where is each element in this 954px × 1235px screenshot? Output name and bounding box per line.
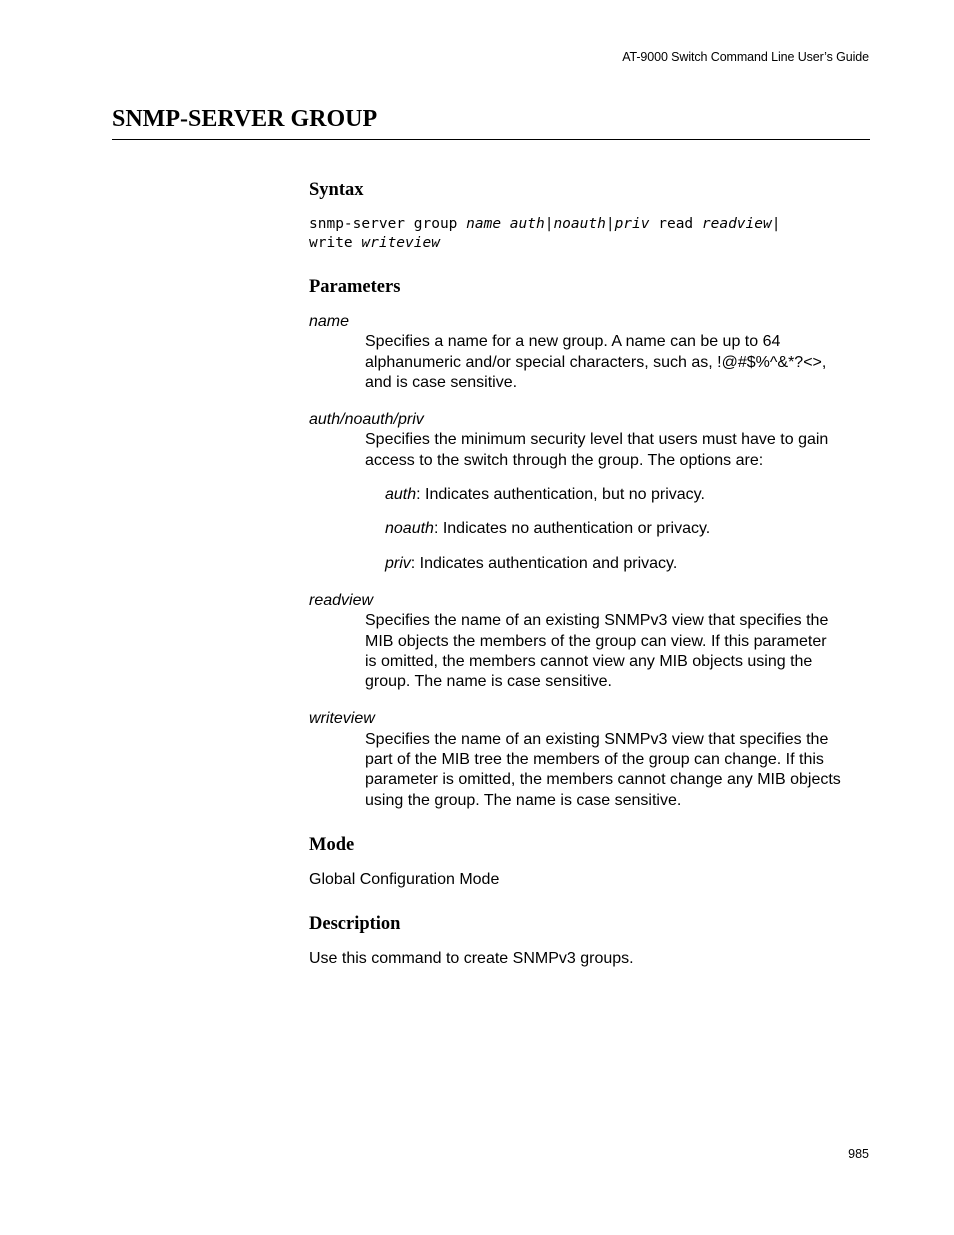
param-writeview-description [365, 730, 874, 811]
param-writeview-desc-line: Specifies the name of an existing SNMPv3 view that specifies the [365, 730, 829, 748]
option-text: : Indicates no authentication or privacy. [433, 520, 711, 538]
param-name-description [365, 332, 874, 393]
syntax-arg-noauth: noauth [553, 216, 606, 232]
param-readview-desc-line: MIB objects the members of the group can view. If this parameter [365, 632, 827, 650]
syntax-arg-writeview: writeview [361, 235, 440, 251]
syntax-line-2 [309, 234, 874, 253]
syntax-arg-readview: readview [701, 216, 772, 232]
option-term: priv [385, 554, 411, 572]
param-readview-desc-line: group. The name is case sensitive. [365, 673, 612, 691]
page-number: 985 [848, 1147, 869, 1161]
param-name-desc-line: and is case sensitive. [365, 373, 518, 391]
param-auth-desc-line: Specifies the minimum security level that users must have to gain [365, 431, 829, 449]
syntax-cmd-write: write [309, 235, 362, 251]
param-name-label: name [309, 313, 350, 330]
param-name [309, 312, 874, 393]
param-auth-label: auth/noauth/priv [309, 411, 424, 429]
title-rule [112, 139, 870, 140]
syntax-heading: Syntax [309, 180, 364, 200]
param-name-desc-line: alphanumeric and/or special characters, such as, !@#$%^&*?<>, [365, 353, 827, 371]
param-writeview [309, 709, 874, 810]
page-title: SNMP-SERVER GROUP [112, 106, 378, 132]
param-writeview-label: writeview [309, 710, 375, 728]
param-readview [309, 591, 874, 692]
parameters-heading: Parameters [309, 277, 401, 297]
option-priv [385, 554, 874, 574]
param-auth [309, 410, 874, 574]
mode-heading: Mode [309, 834, 355, 855]
syntax-cmd: snmp-server group [309, 216, 467, 232]
syntax-sep: | [771, 216, 781, 232]
syntax-arg-auth: auth [509, 216, 545, 232]
description-text: Use this command to create SNMPv3 groups. [309, 950, 634, 968]
syntax-arg-priv: priv [614, 216, 650, 232]
param-writeview-desc-line: parameter is omitted, the members cannot change any MIB objects [365, 771, 841, 789]
param-auth-desc-line: access to the switch through the group. The options are: [365, 451, 764, 469]
description-heading: Description [309, 914, 401, 935]
running-header: AT-9000 Switch Command Line User’s Guide [622, 50, 869, 64]
option-term: auth [385, 486, 417, 504]
param-readview-desc-line: Specifies the name of an existing SNMPv3 view that specifies the [365, 612, 829, 630]
param-readview-description [365, 611, 874, 692]
option-auth [385, 485, 874, 505]
syntax-sep: | [605, 216, 615, 232]
param-auth-description [365, 430, 874, 471]
param-writeview-desc-line: using the group. The name is case sensitive. [365, 791, 682, 809]
param-readview-desc-line: is omitted, the members cannot view any MIB objects using the [365, 652, 813, 670]
option-text: : Indicates authentication, but no privacy. [416, 486, 705, 504]
param-readview-label: readview [309, 591, 374, 609]
param-name-desc-line: Specifies a name for a new group. A name can be up to 64 [365, 333, 781, 351]
option-text: : Indicates authentication and privacy. [410, 554, 678, 572]
syntax-line-1 [309, 215, 874, 234]
syntax-arg-name: name [466, 216, 502, 232]
param-writeview-desc-line: part of the MIB tree the members of the group can change. If this [365, 751, 824, 769]
syntax-cmd-read: read [649, 216, 702, 232]
option-noauth [385, 519, 874, 539]
mode-text: Global Configuration Mode [309, 870, 500, 888]
syntax-sep: | [544, 216, 554, 232]
main-content [309, 179, 874, 993]
syntax-block [309, 215, 874, 253]
option-term: noauth [385, 520, 434, 538]
